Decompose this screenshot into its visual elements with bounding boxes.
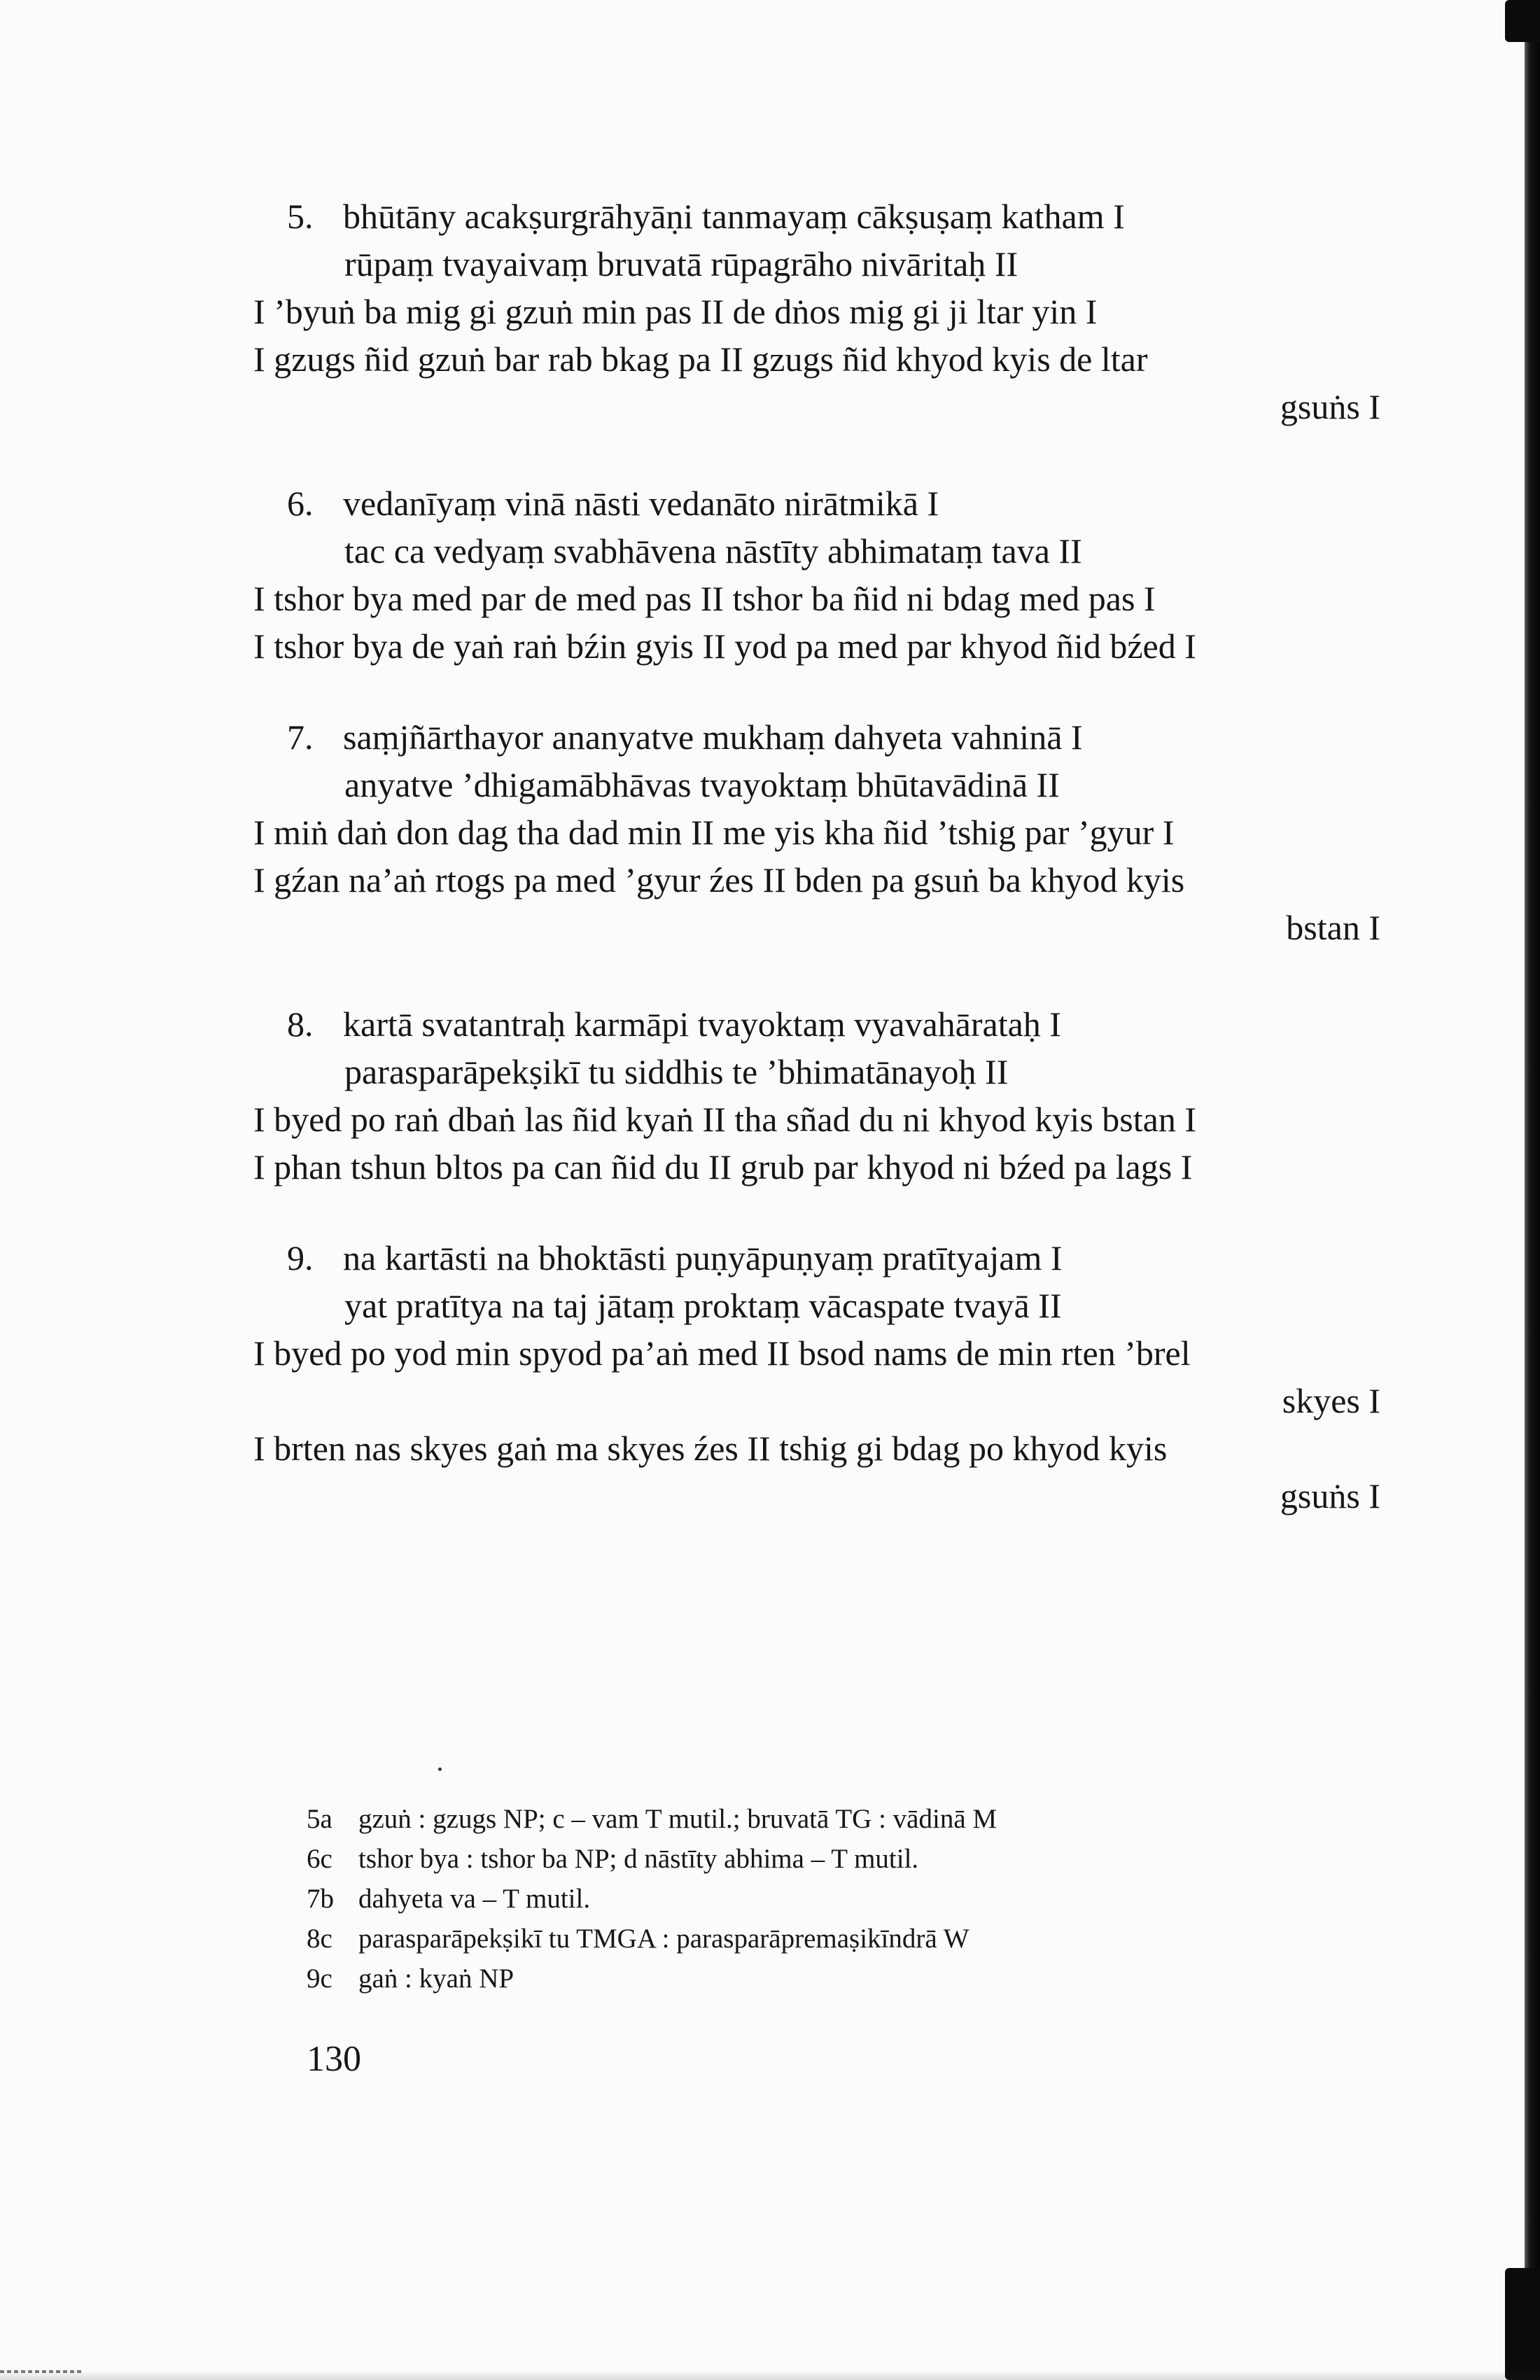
verse-sanskrit-line-b: parasparāpekṣikī tu siddhis te ’bhimatānayoḥ II	[344, 1052, 1009, 1091]
verse-tibetan-line-a: I ’byuṅ ba mig gi gzuṅ min pas II de dṅos mig gi ji ltar yin I	[253, 292, 1098, 331]
footnote-text: gaṅ : kyaṅ NP	[358, 1963, 514, 1994]
scan-edge-blot	[1505, 2268, 1540, 2380]
verse-8	[252, 1000, 1414, 1191]
scan-edge-right	[1525, 0, 1540, 2380]
footnote	[307, 1839, 1287, 1879]
verse-tibetan-continuation: gsuṅs I	[1280, 387, 1380, 426]
verse-sanskrit-line-b: rūpaṃ tvayaivaṃ bruvatā rūpagrāho nivāritaḥ II	[344, 244, 1018, 284]
verse-tibetan-line-b: I brten nas skyes gaṅ ma skyes źes II tshig gi bdag po khyod kyis	[253, 1429, 1168, 1468]
footnote-label: 5a	[307, 1804, 332, 1834]
verse-sanskrit-line-b: yat pratītya na taj jātaṃ proktaṃ vācaspate tvayā II	[344, 1286, 1062, 1325]
verse-number: 9.	[287, 1238, 314, 1278]
verse-sanskrit-line-a	[252, 1000, 1414, 1048]
verse-tibetan-continuation: skyes I	[1282, 1381, 1380, 1420]
verse-tibetan-line-a: I byed po yod min spyod pa’aṅ med II bsod nams de min rten ’brel	[253, 1334, 1191, 1373]
footnote	[307, 1959, 1287, 1998]
footnote-text: tshor bya : tshor ba NP; d nāstīty abhima – T mutil.	[358, 1844, 919, 1874]
footnote-label: 7b	[307, 1884, 334, 1914]
verse-tibetan-line-b: I tshor bya de yaṅ raṅ bźin gyis II yod pa med par khyod ñid bźed I	[253, 626, 1196, 666]
verse-sanskrit-line-a	[252, 1234, 1414, 1282]
footnote-text: gzuṅ : gzugs NP; c – vam T mutil.; bruvatā TG : vādinā M	[358, 1804, 997, 1834]
sanskrit-text: na kartāsti na bhoktāsti puṇyāpuṇyaṃ pratītyajam I	[343, 1238, 1063, 1278]
verse-number: 7.	[287, 718, 314, 757]
footnotes	[307, 1799, 1287, 1998]
footnote	[307, 1879, 1287, 1919]
verse-sanskrit-line-b: anyatve ’dhigamābhāvas tvayoktaṃ bhūtavādinā II	[344, 765, 1060, 804]
footnote-label: 9c	[307, 1963, 332, 1994]
footnote	[307, 1799, 1287, 1839]
footnote-text: parasparāpekṣikī tu TMGA : parasparāpremaṣikīndrā W	[358, 1924, 969, 1954]
verse-sanskrit-line-a	[252, 713, 1414, 761]
verse-7	[252, 713, 1414, 951]
sanskrit-text: saṃjñārthayor ananyatve mukhaṃ dahyeta vahninā I	[343, 718, 1083, 757]
footnote-text: dahyeta va – T mutil.	[358, 1884, 591, 1914]
verse-number: 8.	[287, 1004, 314, 1044]
scan-edge-blot	[1505, 0, 1540, 42]
footnote	[307, 1919, 1287, 1959]
verse-sanskrit-line-b: tac ca vedyaṃ svabhāvena nāstīty abhimataṃ tava II	[344, 531, 1082, 570]
footnote-label: 8c	[307, 1924, 332, 1954]
verse-5	[252, 192, 1414, 430]
scan-mark	[0, 2370, 84, 2373]
footnote-label: 6c	[307, 1844, 332, 1874]
sanskrit-text: kartā svatantraḥ karmāpi tvayoktaṃ vyavahārataḥ I	[343, 1004, 1061, 1044]
verse-tibetan-line-b: I gźan na’aṅ rtogs pa med ’gyur źes II bden pa gsuṅ ba khyod kyis	[253, 860, 1185, 899]
verse-tibetan-continuation: gsuṅs I	[1280, 1476, 1380, 1516]
verse-6	[252, 479, 1414, 670]
page-number: 130	[307, 2039, 361, 2079]
verse-sanskrit-line-a	[252, 479, 1414, 527]
sanskrit-text: vedanīyaṃ vinā nāsti vedanāto nirātmikā I	[343, 484, 939, 523]
sanskrit-text: bhūtāny acakṣurgrāhyāṇi tanmayaṃ cākṣuṣaṃ katham I	[343, 197, 1125, 236]
verse-number: 5.	[287, 197, 314, 236]
verse-9	[252, 1234, 1414, 1520]
scan-edge-bottom	[0, 2371, 1540, 2380]
verse-block	[252, 192, 1414, 1520]
verse-number: 6.	[287, 484, 314, 523]
verse-sanskrit-line-a	[252, 192, 1414, 240]
verse-tibetan-line-a: I tshor bya med par de med pas II tshor ba ñid ni bdag med pas I	[253, 579, 1156, 618]
verse-tibetan-continuation: bstan I	[1286, 908, 1380, 947]
print-speck	[438, 1768, 442, 1771]
verse-tibetan-line-a: I byed po raṅ dbaṅ las ñid kyaṅ II tha sñad du ni khyod kyis bstan I	[253, 1100, 1196, 1139]
verse-tibetan-line-b: I gzugs ñid gzuṅ bar rab bkag pa II gzugs ñid khyod kyis de ltar	[253, 340, 1148, 379]
verse-tibetan-line-a: I miṅ daṅ don dag tha dad min II me yis kha ñid ’tshig par ’gyur I	[253, 813, 1175, 852]
verse-tibetan-line-b: I phan tshun bltos pa can ñid du II grub par khyod ni bźed pa lags I	[253, 1147, 1193, 1186]
